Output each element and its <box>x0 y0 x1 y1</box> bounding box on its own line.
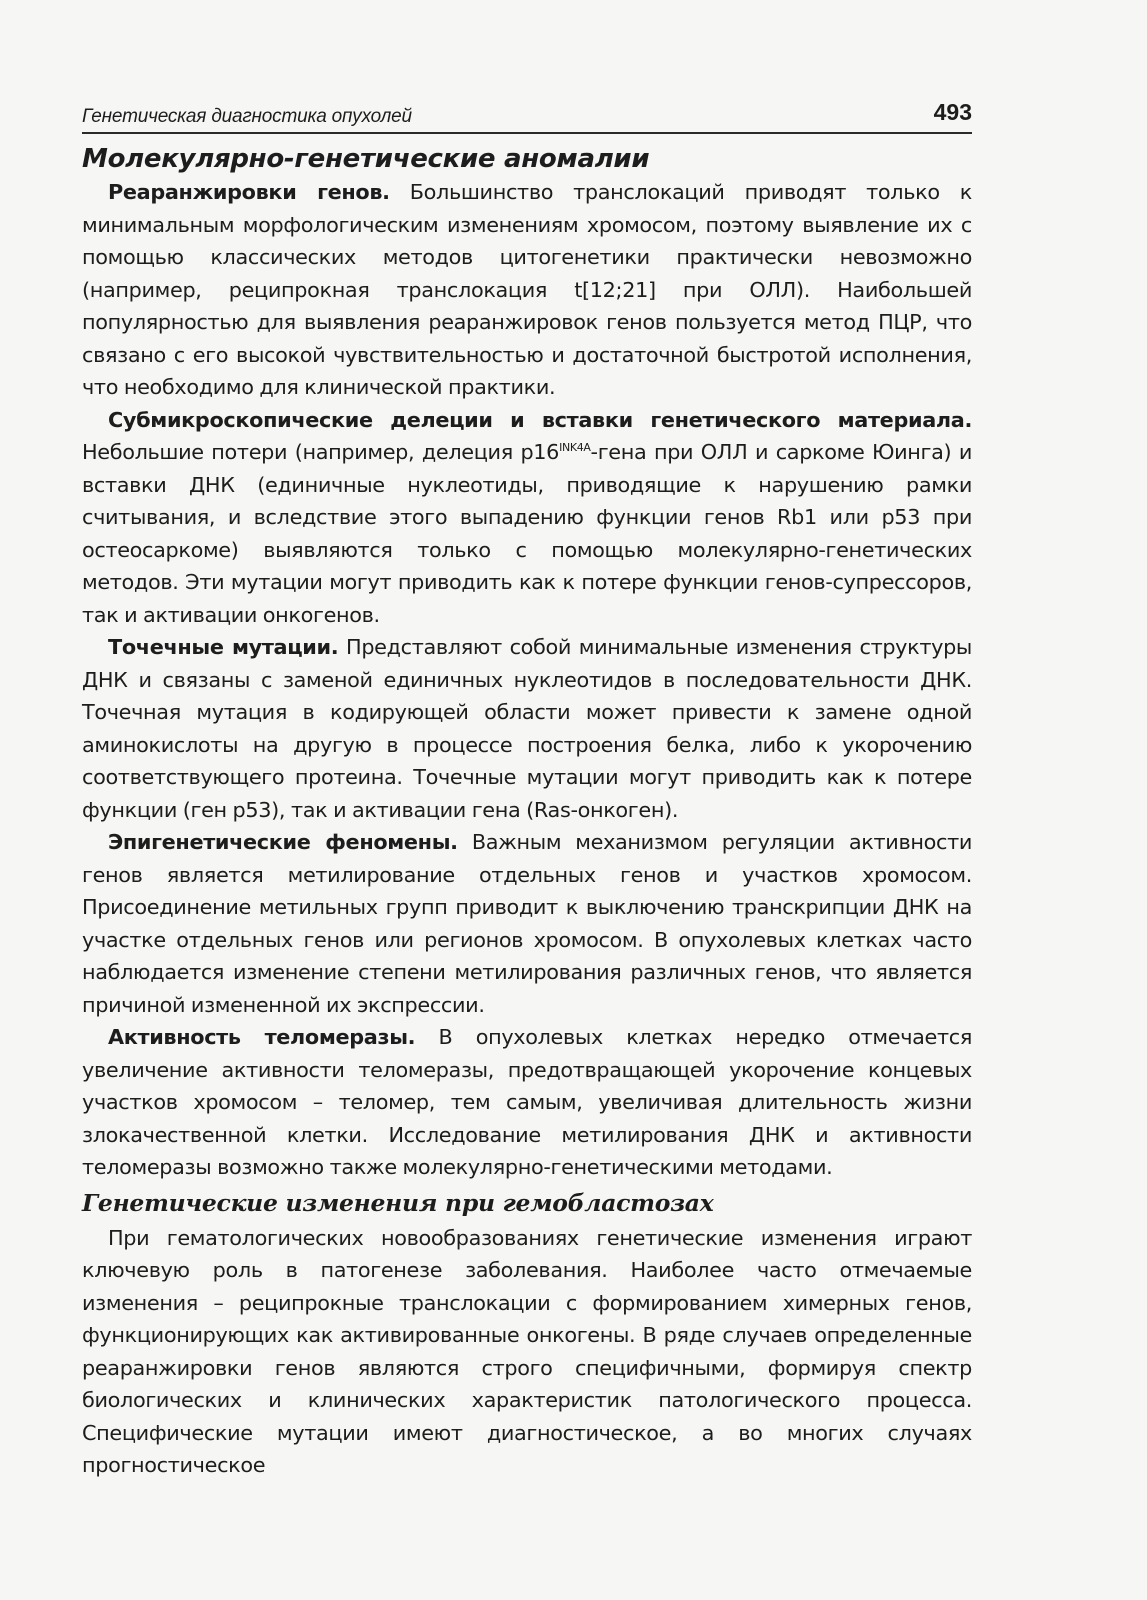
running-header <box>82 86 972 134</box>
gene-superscript: INK4A <box>559 441 591 455</box>
section-heading-hemoblastoses: Генетические изменения при гемобластозах <box>82 1188 714 1217</box>
paragraph-text: -гена при ОЛЛ и саркоме Юинга) и вставки ДНК (единичные нуклеотиды, приводящие к нарушению рамки считывания, и вследствие этого выпадению функции генов Rb1 или p53 при остеосаркоме) выявляются только с помощью молекулярно-генетических методов. Эти мутации могут приводить как к потере функции генов-супрессоров, так и активации онкогенов. <box>82 440 972 627</box>
paragraph-text: Большинство транслокаций приводят только к минимальным морфологическим изменениям хромосом, поэтому выявление их с помощью классических методов цитогенетики практически невозможно (например, реципрокная транслокация t[12;21] при ОЛЛ). Наибольшей популярностью для выявления реаранжировок генов пользуется метод ПЦР, что связано с его высокой чувствительностью и достаточной быстротой исполнения, что необходимо для клинической практики. <box>82 180 972 399</box>
page-number: 493 <box>933 99 972 125</box>
paragraph-deletions <box>82 404 972 632</box>
paragraph-lead: Эпигенетические феномены. <box>108 830 458 854</box>
book-page <box>82 86 972 1482</box>
paragraph-lead: Субмикроскопические делеции и вставки генетического материала. <box>108 407 972 432</box>
paragraph-text: Представляют собой минимальные изменения структуры ДНК и связаны с заменой единичных нуклеотидов в последовательности ДНК. Точечная мутация в кодирующей области может привести к замене одной аминокислоты на другую в процессе построения белка, либо к укорочению соответствующего протеина. Точечные мутации могут приводить как к потере функции (ген p53), так и активации гена (Ras-онкоген). <box>82 635 972 822</box>
paragraph-lead: Реаранжировки генов. <box>108 180 390 204</box>
paragraph-telomerase <box>82 1021 972 1184</box>
paragraph-lead: Точечные мутации. <box>108 635 339 659</box>
section-heading-molecular: Молекулярно-генетические аномалии <box>82 144 650 174</box>
paragraph-rearrangements <box>82 176 972 404</box>
paragraph-text: Важным механизмом регуляции активности генов является метилирование отдельных генов и участков хромосом. Присоединение метильных групп приводит к выключению транскрипции ДНК на участке отдельных генов или регионов хромосом. В опухолевых клетках часто наблюдается изменение степени метилирования различных генов, что является причиной измененной их экспрессии. <box>82 830 972 1017</box>
paragraph-epigenetics <box>82 826 972 1021</box>
paragraph-point-mutations <box>82 631 972 826</box>
paragraph-text: В опухолевых клетках нередко отмечается увеличение активности теломеразы, предотвращающей укорочение концевых участков хромосом – теломер, тем самым, увеличивая длительность жизни злокачественной клетки. Исследование метилирования ДНК и активности теломеразы возможно также молекулярно-генетическими методами. <box>82 1025 972 1179</box>
paragraph-text: Небольшие потери (например, делеция p16 <box>82 440 560 464</box>
running-title: Генетическая диагностика опухолей <box>82 106 412 127</box>
paragraph-hematologic: При гематологических новообразованиях генетические изменения играют ключевую роль в патогенезе заболевания. Наиболее часто отмечаемые изменения – реципрокные транслокации с формированием химерных генов, функционирующих как активированные онкогены. В ряде случаев определенные реаранжировки генов являются строго специфичными, формируя спектр биологических и клинических характеристик патологического процесса. Специфические мутации имеют диагностическое, а во многих случаях прогностическое <box>82 1225 972 1477</box>
paragraph-lead: Активность теломеразы. <box>108 1025 416 1049</box>
